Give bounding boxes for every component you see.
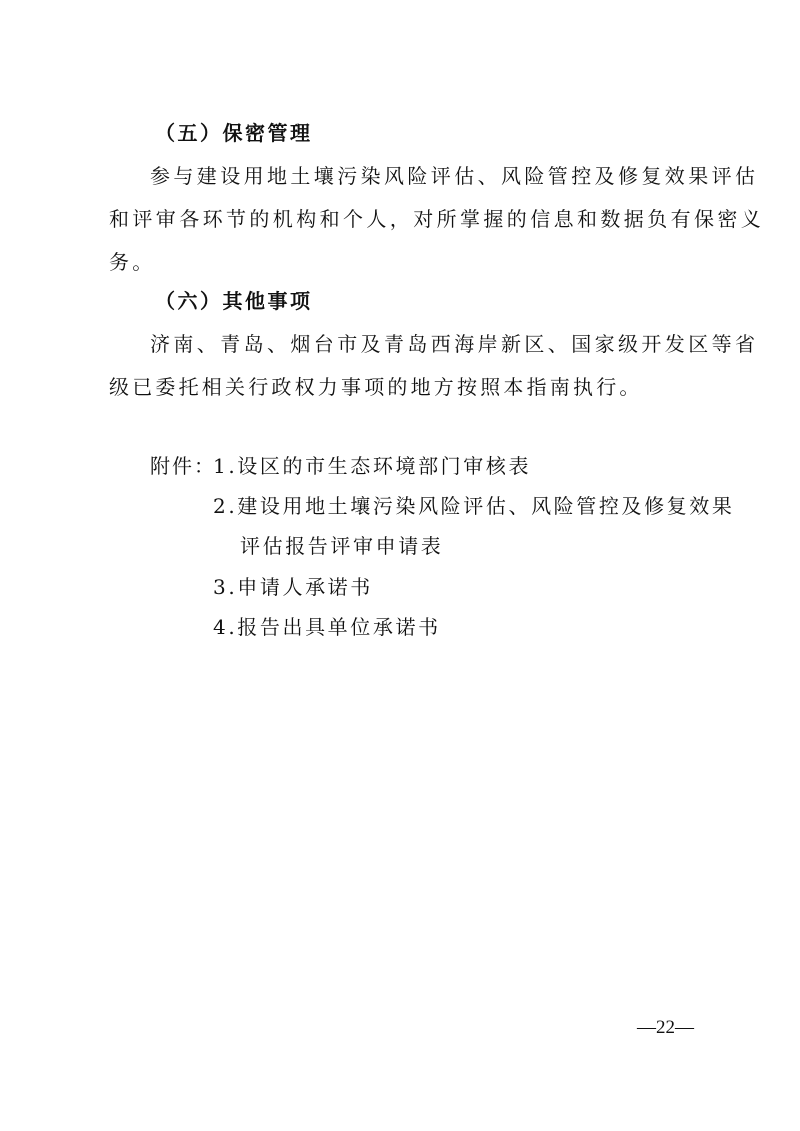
attachment-item-continuation: 评估报告评审申请表 — [240, 534, 444, 558]
attachments-label: 附件： — [150, 454, 216, 478]
attachment-item: 3.申请人承诺书 — [213, 575, 373, 599]
paragraph-line: 和评审各环节的机构和个人，对所掌握的信息和数据负有保密义 — [109, 207, 765, 231]
attachment-item: 1.设区的市生态环境部门审核表 — [213, 454, 532, 478]
paragraph-line: 济南、青岛、烟台市及青岛西海岸新区、国家级开发区等省 — [150, 332, 759, 356]
attachment-item: 4.报告出具单位承诺书 — [213, 615, 441, 639]
page-number: —22— — [637, 1017, 694, 1038]
section-heading-other-matters: （六）其他事项 — [155, 289, 313, 313]
paragraph-line: 务。 — [109, 250, 156, 274]
paragraph-line: 级已委托相关行政权力事项的地方按照本指南执行。 — [109, 375, 643, 399]
paragraph-line: 参与建设用地土壤污染风险评估、风险管控及修复效果评估 — [150, 164, 759, 188]
attachment-item: 2.建设用地土壤污染风险评估、风险管控及修复效果 — [213, 494, 735, 518]
section-heading-confidentiality: （五）保密管理 — [155, 121, 313, 145]
